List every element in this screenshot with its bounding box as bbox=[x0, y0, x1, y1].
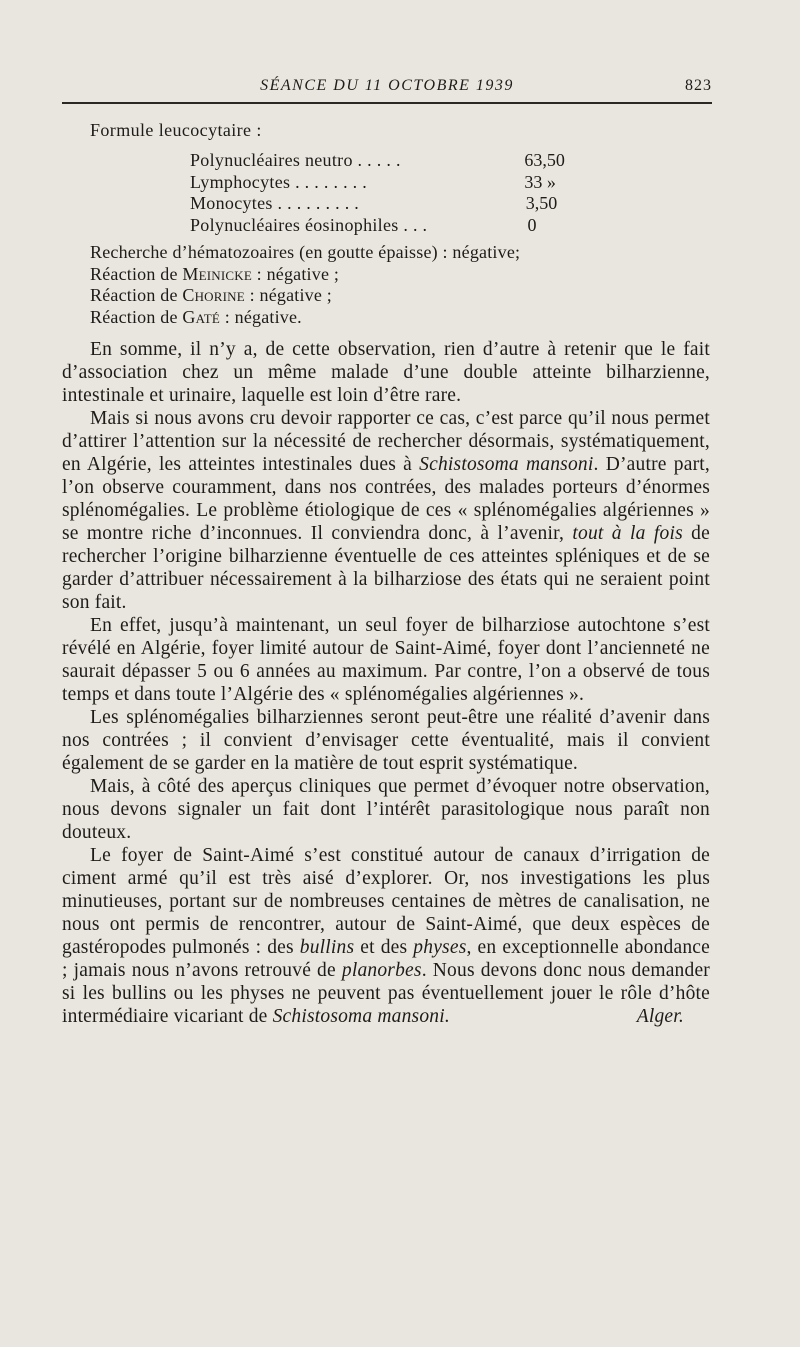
reaction-prefix: Réaction de bbox=[90, 285, 183, 305]
running-header bbox=[62, 74, 712, 98]
text-run: Le foyer de Saint-Aimé s’est constitué autour de canaux d’irrigation de ciment armé qu’il est très aisé d’explorer. Or, nos investigations les plus minutieuses, portant sur de nombreuses centaines de mètres de canalisation, ne nous ont permis de rencontrer, autour de Saint-Aimé, que deux espèces de gastéropodes pulmonés : des bbox=[62, 845, 710, 958]
paragraph: En effet, jusqu’à maintenant, un seul foyer de bilharziose autochtone s’est révélé en Algérie, foyer limité autour de Saint-Aimé, foyer dont l’ancienneté ne saurait dépasser 5 ou 6 années au maximum. Par contre, l’on a observé de tous temps et dans toute l’Algérie des « splénomégalies algériennes ». bbox=[62, 615, 710, 705]
formula-row bbox=[190, 193, 610, 215]
text-run: . D’autre part, l’on observe couramment, dans nos contrées, des malades porteurs d’énormes splénomégalies. Le problème étiologique de ces « splénomégalies algériennes » se montre riche d’inconnues. Il conviendra donc, à l’avenir, bbox=[62, 454, 710, 544]
reaction-name: Gaté bbox=[182, 306, 221, 327]
formula-label: Monocytes . . . . . . . . . bbox=[190, 193, 360, 213]
body-text bbox=[62, 338, 710, 1028]
emphasis: tout à la fois bbox=[572, 523, 683, 544]
formula-value: 3,50 bbox=[525, 193, 558, 213]
formula-value: 63,50 bbox=[524, 150, 565, 170]
reaction-result: : négative ; bbox=[244, 285, 332, 305]
header-title: SÉANCE DU 11 OCTOBRE 1939 bbox=[260, 77, 514, 94]
page-number: 823 bbox=[685, 77, 712, 94]
header-rule bbox=[62, 102, 712, 104]
formula-row bbox=[190, 172, 610, 194]
text-run: Mais si nous avons cru devoir rapporter ce cas, c’est parce qu’il nous permet d’attirer l’attention sur la nécessité de rechercher désormais, systématiquement, en Algérie, les atteintes intestinales dues à bbox=[62, 408, 710, 475]
reaction-result: : négative ; bbox=[251, 263, 340, 284]
text-run: . Nous devons donc nous demander si les bullins ou les physes ne peuvent pas éventuellement jouer le rôle d’hôte intermédiaire vicariant de bbox=[62, 960, 710, 1027]
reaction-chorine bbox=[90, 285, 520, 307]
species-name: physes bbox=[413, 937, 467, 958]
reaction-result: : négative. bbox=[220, 306, 302, 327]
species-name: Schistosoma mansoni bbox=[419, 454, 594, 475]
formula-row bbox=[190, 215, 610, 237]
paragraph: En somme, il n’y a, de cette observation, rien d’autre à retenir que le fait d’association chez un même malade d’une double atteinte bilharzienne, intestinale et urinaire, laquelle est loin d’être rare. bbox=[62, 339, 710, 406]
paragraph: Mais, à côté des aperçus cliniques que permet d’évoquer notre observation, nous devons signaler un fait dont l’intérêt parasitologique nous paraît non douteux. bbox=[62, 776, 710, 843]
reactions-block bbox=[90, 242, 520, 328]
text-run: de rechercher l’origine bilharzienne éventuelle de ces atteintes spléniques et de se garder d’attribuer nécessairement à la bilharziose des états qui ne seraient point son fait. bbox=[62, 523, 710, 613]
paragraph: Les splénomégalies bilharziennes seront peut-être une réalité d’avenir dans nos contrées ; il convient d’envisager cette éventualité, mais il convient également de se garder en la matière de tout esprit systématique. bbox=[62, 707, 710, 774]
reaction-name: Meinicke bbox=[182, 263, 252, 284]
formula-title: Formule leucocytaire : bbox=[90, 120, 262, 140]
reaction-gate bbox=[90, 307, 520, 329]
formula-label: Polynucléaires éosinophiles . . . bbox=[190, 214, 428, 235]
formula-label: Polynucléaires neutro . . . . . bbox=[190, 150, 401, 170]
formula-value: 33 » bbox=[524, 171, 556, 192]
hematozoa-search: Recherche d’hématozoaires (en goutte épaisse) : négative; bbox=[90, 242, 521, 262]
reaction-prefix: Réaction de bbox=[90, 263, 183, 284]
species-name: Schistosoma mansoni. bbox=[272, 1006, 450, 1027]
text-run: et des bbox=[354, 937, 414, 958]
species-name: planorbes bbox=[341, 960, 422, 981]
reaction-name: Chorine bbox=[182, 285, 245, 305]
paragraph bbox=[62, 844, 710, 1028]
reaction-prefix: Réaction de bbox=[90, 306, 183, 327]
paragraph bbox=[62, 407, 710, 614]
species-name: bullins bbox=[299, 937, 355, 958]
formula-label: Lymphocytes . . . . . . . . bbox=[190, 171, 368, 192]
formula-value: 0 bbox=[527, 214, 537, 235]
leukocyte-formula-table bbox=[190, 150, 610, 236]
reaction-meinicke bbox=[90, 264, 520, 286]
formula-row bbox=[190, 150, 610, 172]
signature-location: Alger. bbox=[636, 1006, 684, 1027]
text-run: , en exceptionnelle abondance ; jamais nous n’avons retrouvé de bbox=[62, 937, 710, 981]
